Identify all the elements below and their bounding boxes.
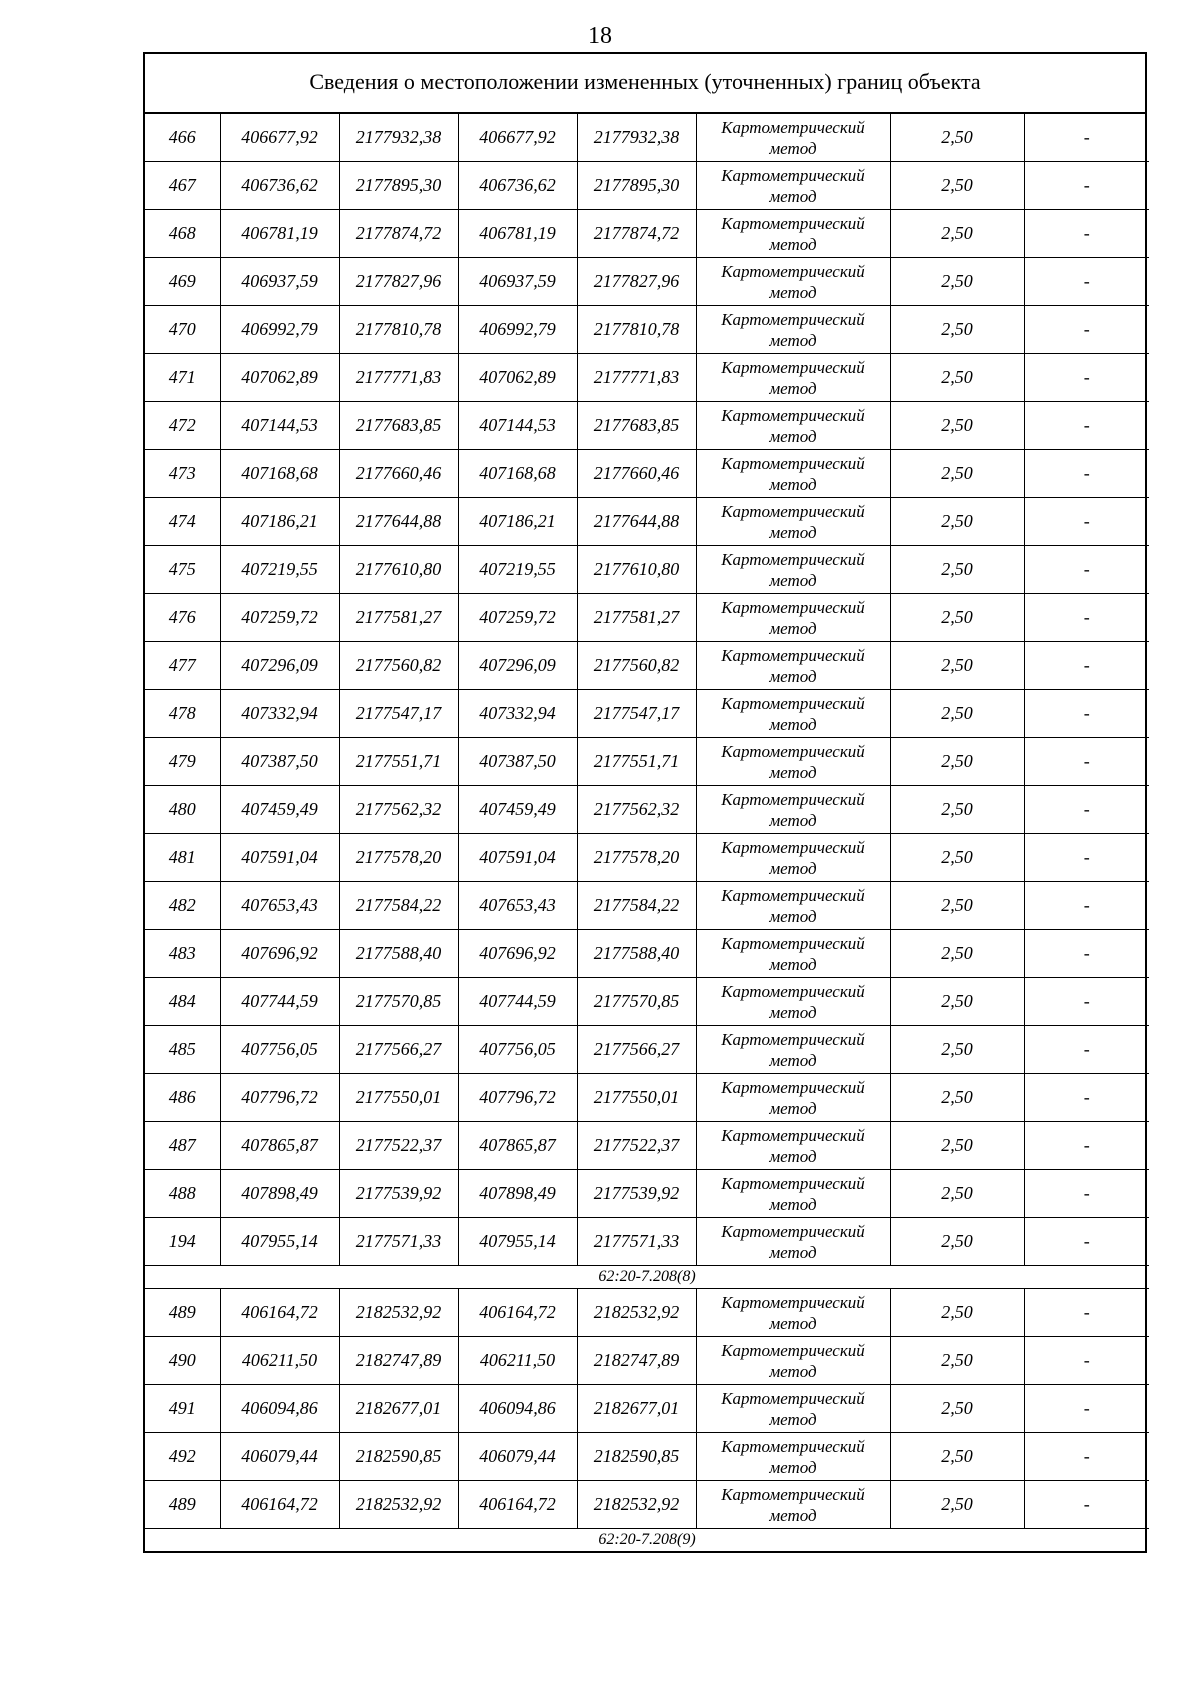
y-new-cell: 2177547,17 (577, 690, 696, 738)
method-cell: Картометрический метод (696, 1218, 890, 1266)
accuracy-cell: 2,50 (890, 450, 1024, 498)
x-old-cell: 406164,72 (220, 1481, 339, 1529)
accuracy-cell: 2,50 (890, 114, 1024, 162)
description-cell: - (1024, 786, 1149, 834)
x-old-cell: 407459,49 (220, 786, 339, 834)
x-old-cell: 407865,87 (220, 1122, 339, 1170)
y-new-cell: 2177683,85 (577, 402, 696, 450)
x-new-cell: 407186,21 (458, 498, 577, 546)
x-new-cell: 407296,09 (458, 642, 577, 690)
method-cell: Картометрический метод (696, 114, 890, 162)
x-old-cell: 407898,49 (220, 1170, 339, 1218)
x-old-cell: 407219,55 (220, 546, 339, 594)
y-old-cell: 2177610,80 (339, 546, 458, 594)
y-old-cell: 2177571,33 (339, 1218, 458, 1266)
x-old-cell: 407591,04 (220, 834, 339, 882)
accuracy-cell: 2,50 (890, 162, 1024, 210)
x-new-cell: 407332,94 (458, 690, 577, 738)
point-number-cell: 474 (145, 498, 220, 546)
description-cell: - (1024, 1337, 1149, 1385)
description-cell: - (1024, 1218, 1149, 1266)
x-old-cell: 406781,19 (220, 210, 339, 258)
x-old-cell: 407259,72 (220, 594, 339, 642)
x-old-cell: 407186,21 (220, 498, 339, 546)
table-body (145, 114, 1149, 1551)
table-heading: Сведения о местоположении измененных (уточненных) границ объекта (145, 54, 1145, 114)
method-cell: Картометрический метод (696, 786, 890, 834)
y-new-cell: 2177571,33 (577, 1218, 696, 1266)
y-old-cell: 2177560,82 (339, 642, 458, 690)
description-cell: - (1024, 738, 1149, 786)
y-old-cell: 2177539,92 (339, 1170, 458, 1218)
x-new-cell: 406164,72 (458, 1481, 577, 1529)
description-cell: - (1024, 450, 1149, 498)
x-old-cell: 406937,59 (220, 258, 339, 306)
x-new-cell: 407219,55 (458, 546, 577, 594)
y-old-cell: 2177932,38 (339, 114, 458, 162)
section-label-row (145, 1266, 1149, 1289)
method-cell: Картометрический метод (696, 1385, 890, 1433)
page-number: 18 (588, 23, 612, 49)
point-number-cell: 477 (145, 642, 220, 690)
accuracy-cell: 2,50 (890, 690, 1024, 738)
x-new-cell: 407062,89 (458, 354, 577, 402)
y-old-cell: 2177562,32 (339, 786, 458, 834)
description-cell: - (1024, 402, 1149, 450)
point-number-cell: 466 (145, 114, 220, 162)
accuracy-cell: 2,50 (890, 1385, 1024, 1433)
method-cell: Картометрический метод (696, 210, 890, 258)
y-old-cell: 2177547,17 (339, 690, 458, 738)
y-new-cell: 2182677,01 (577, 1385, 696, 1433)
x-new-cell: 407459,49 (458, 786, 577, 834)
x-new-cell: 406079,44 (458, 1433, 577, 1481)
y-old-cell: 2177895,30 (339, 162, 458, 210)
x-old-cell: 407955,14 (220, 1218, 339, 1266)
y-old-cell: 2177522,37 (339, 1122, 458, 1170)
method-cell: Картометрический метод (696, 978, 890, 1026)
y-new-cell: 2182532,92 (577, 1289, 696, 1337)
description-cell: - (1024, 354, 1149, 402)
point-number-cell: 483 (145, 930, 220, 978)
y-old-cell: 2177771,83 (339, 354, 458, 402)
accuracy-cell: 2,50 (890, 978, 1024, 1026)
method-cell: Картометрический метод (696, 402, 890, 450)
description-cell: - (1024, 1122, 1149, 1170)
point-number-cell: 468 (145, 210, 220, 258)
description-cell: - (1024, 642, 1149, 690)
x-new-cell: 407168,68 (458, 450, 577, 498)
table-row (145, 258, 1149, 306)
x-new-cell: 406736,62 (458, 162, 577, 210)
y-new-cell: 2177810,78 (577, 306, 696, 354)
point-number-cell: 471 (145, 354, 220, 402)
y-new-cell: 2177566,27 (577, 1026, 696, 1074)
y-new-cell: 2177584,22 (577, 882, 696, 930)
accuracy-cell: 2,50 (890, 1170, 1024, 1218)
table-row (145, 402, 1149, 450)
description-cell: - (1024, 546, 1149, 594)
method-cell: Картометрический метод (696, 1481, 890, 1529)
point-number-cell: 470 (145, 306, 220, 354)
x-new-cell: 406937,59 (458, 258, 577, 306)
x-new-cell: 407696,92 (458, 930, 577, 978)
x-old-cell: 407696,92 (220, 930, 339, 978)
table-row (145, 594, 1149, 642)
method-cell: Картометрический метод (696, 1122, 890, 1170)
x-old-cell: 407062,89 (220, 354, 339, 402)
description-cell: - (1024, 1074, 1149, 1122)
y-old-cell: 2182677,01 (339, 1385, 458, 1433)
point-number-cell: 469 (145, 258, 220, 306)
x-old-cell: 407144,53 (220, 402, 339, 450)
point-number-cell: 488 (145, 1170, 220, 1218)
point-number-cell: 472 (145, 402, 220, 450)
accuracy-cell: 2,50 (890, 1122, 1024, 1170)
y-old-cell: 2177584,22 (339, 882, 458, 930)
method-cell: Картометрический метод (696, 498, 890, 546)
accuracy-cell: 2,50 (890, 594, 1024, 642)
point-number-cell: 486 (145, 1074, 220, 1122)
description-cell: - (1024, 1026, 1149, 1074)
y-new-cell: 2177578,20 (577, 834, 696, 882)
table-row (145, 498, 1149, 546)
table-row (145, 1170, 1149, 1218)
x-new-cell: 406211,50 (458, 1337, 577, 1385)
accuracy-cell: 2,50 (890, 258, 1024, 306)
accuracy-cell: 2,50 (890, 1074, 1024, 1122)
coordinates-table (145, 114, 1149, 1551)
description-cell: - (1024, 210, 1149, 258)
table-row (145, 1074, 1149, 1122)
y-old-cell: 2177683,85 (339, 402, 458, 450)
y-new-cell: 2177562,32 (577, 786, 696, 834)
table-row (145, 1122, 1149, 1170)
table-row (145, 1481, 1149, 1529)
method-cell: Картометрический метод (696, 258, 890, 306)
point-number-cell: 481 (145, 834, 220, 882)
y-old-cell: 2182590,85 (339, 1433, 458, 1481)
x-new-cell: 407144,53 (458, 402, 577, 450)
table-row (145, 162, 1149, 210)
accuracy-cell: 2,50 (890, 786, 1024, 834)
y-old-cell: 2177581,27 (339, 594, 458, 642)
x-new-cell: 407259,72 (458, 594, 577, 642)
method-cell: Картометрический метод (696, 1170, 890, 1218)
accuracy-cell: 2,50 (890, 1481, 1024, 1529)
accuracy-cell: 2,50 (890, 882, 1024, 930)
y-old-cell: 2182532,92 (339, 1289, 458, 1337)
y-old-cell: 2177578,20 (339, 834, 458, 882)
table-row (145, 978, 1149, 1026)
y-old-cell: 2182532,92 (339, 1481, 458, 1529)
method-cell: Картометрический метод (696, 594, 890, 642)
y-new-cell: 2177660,46 (577, 450, 696, 498)
point-number-cell: 492 (145, 1433, 220, 1481)
method-cell: Картометрический метод (696, 930, 890, 978)
method-cell: Картометрический метод (696, 1074, 890, 1122)
table-row (145, 690, 1149, 738)
description-cell: - (1024, 162, 1149, 210)
method-cell: Картометрический метод (696, 642, 890, 690)
y-new-cell: 2177570,85 (577, 978, 696, 1026)
method-cell: Картометрический метод (696, 1289, 890, 1337)
accuracy-cell: 2,50 (890, 354, 1024, 402)
x-old-cell: 407756,05 (220, 1026, 339, 1074)
x-old-cell: 407332,94 (220, 690, 339, 738)
description-cell: - (1024, 114, 1149, 162)
table-row (145, 1218, 1149, 1266)
accuracy-cell: 2,50 (890, 930, 1024, 978)
point-number-cell: 479 (145, 738, 220, 786)
table-row (145, 114, 1149, 162)
description-cell: - (1024, 690, 1149, 738)
table-row (145, 1026, 1149, 1074)
x-new-cell: 407898,49 (458, 1170, 577, 1218)
point-number-cell: 485 (145, 1026, 220, 1074)
method-cell: Картометрический метод (696, 306, 890, 354)
x-old-cell: 406736,62 (220, 162, 339, 210)
description-cell: - (1024, 930, 1149, 978)
x-old-cell: 407387,50 (220, 738, 339, 786)
accuracy-cell: 2,50 (890, 1026, 1024, 1074)
point-number-cell: 489 (145, 1289, 220, 1337)
y-new-cell: 2182532,92 (577, 1481, 696, 1529)
x-new-cell: 407955,14 (458, 1218, 577, 1266)
table-row (145, 1289, 1149, 1337)
y-new-cell: 2177895,30 (577, 162, 696, 210)
point-number-cell: 489 (145, 1481, 220, 1529)
x-new-cell: 406781,19 (458, 210, 577, 258)
y-new-cell: 2177771,83 (577, 354, 696, 402)
table-row (145, 786, 1149, 834)
table-row (145, 1433, 1149, 1481)
x-new-cell: 407756,05 (458, 1026, 577, 1074)
table-row (145, 1385, 1149, 1433)
x-new-cell: 406992,79 (458, 306, 577, 354)
method-cell: Картометрический метод (696, 882, 890, 930)
table-row (145, 738, 1149, 786)
x-new-cell: 406677,92 (458, 114, 577, 162)
description-cell: - (1024, 1170, 1149, 1218)
x-new-cell: 407744,59 (458, 978, 577, 1026)
y-new-cell: 2177610,80 (577, 546, 696, 594)
y-new-cell: 2177560,82 (577, 642, 696, 690)
accuracy-cell: 2,50 (890, 498, 1024, 546)
table-row (145, 834, 1149, 882)
point-number-cell: 490 (145, 1337, 220, 1385)
method-cell: Картометрический метод (696, 690, 890, 738)
y-new-cell: 2177551,71 (577, 738, 696, 786)
description-cell: - (1024, 258, 1149, 306)
accuracy-cell: 2,50 (890, 402, 1024, 450)
cadastral-section-label: 62:20-7.208(9) (145, 1529, 1149, 1552)
accuracy-cell: 2,50 (890, 642, 1024, 690)
y-new-cell: 2177827,96 (577, 258, 696, 306)
y-old-cell: 2177566,27 (339, 1026, 458, 1074)
accuracy-cell: 2,50 (890, 738, 1024, 786)
y-old-cell: 2177551,71 (339, 738, 458, 786)
description-cell: - (1024, 1481, 1149, 1529)
y-new-cell: 2177550,01 (577, 1074, 696, 1122)
y-old-cell: 2177660,46 (339, 450, 458, 498)
table-row (145, 1337, 1149, 1385)
description-cell: - (1024, 498, 1149, 546)
table-row (145, 450, 1149, 498)
point-number-cell: 487 (145, 1122, 220, 1170)
method-cell: Картометрический метод (696, 546, 890, 594)
y-old-cell: 2177570,85 (339, 978, 458, 1026)
x-new-cell: 407591,04 (458, 834, 577, 882)
y-old-cell: 2177827,96 (339, 258, 458, 306)
table-row (145, 354, 1149, 402)
x-new-cell: 407865,87 (458, 1122, 577, 1170)
table-row (145, 882, 1149, 930)
method-cell: Картометрический метод (696, 354, 890, 402)
y-new-cell: 2177644,88 (577, 498, 696, 546)
y-new-cell: 2177874,72 (577, 210, 696, 258)
x-old-cell: 406094,86 (220, 1385, 339, 1433)
y-new-cell: 2177539,92 (577, 1170, 696, 1218)
description-cell: - (1024, 834, 1149, 882)
method-cell: Картометрический метод (696, 834, 890, 882)
x-old-cell: 406211,50 (220, 1337, 339, 1385)
x-new-cell: 407796,72 (458, 1074, 577, 1122)
x-old-cell: 407168,68 (220, 450, 339, 498)
accuracy-cell: 2,50 (890, 834, 1024, 882)
point-number-cell: 476 (145, 594, 220, 642)
accuracy-cell: 2,50 (890, 1218, 1024, 1266)
x-old-cell: 407744,59 (220, 978, 339, 1026)
method-cell: Картометрический метод (696, 162, 890, 210)
y-new-cell: 2177522,37 (577, 1122, 696, 1170)
table-row (145, 642, 1149, 690)
point-number-cell: 473 (145, 450, 220, 498)
accuracy-cell: 2,50 (890, 1289, 1024, 1337)
point-number-cell: 194 (145, 1218, 220, 1266)
table-row (145, 306, 1149, 354)
description-cell: - (1024, 1289, 1149, 1337)
point-number-cell: 484 (145, 978, 220, 1026)
x-old-cell: 406079,44 (220, 1433, 339, 1481)
accuracy-cell: 2,50 (890, 210, 1024, 258)
y-new-cell: 2177932,38 (577, 114, 696, 162)
point-number-cell: 482 (145, 882, 220, 930)
description-cell: - (1024, 1385, 1149, 1433)
x-old-cell: 406992,79 (220, 306, 339, 354)
section-label-row (145, 1529, 1149, 1552)
y-new-cell: 2182747,89 (577, 1337, 696, 1385)
y-old-cell: 2177644,88 (339, 498, 458, 546)
point-number-cell: 480 (145, 786, 220, 834)
y-new-cell: 2177581,27 (577, 594, 696, 642)
method-cell: Картометрический метод (696, 1337, 890, 1385)
table-row (145, 210, 1149, 258)
description-cell: - (1024, 594, 1149, 642)
accuracy-cell: 2,50 (890, 546, 1024, 594)
x-old-cell: 407296,09 (220, 642, 339, 690)
y-old-cell: 2177810,78 (339, 306, 458, 354)
x-new-cell: 407387,50 (458, 738, 577, 786)
x-old-cell: 406164,72 (220, 1289, 339, 1337)
accuracy-cell: 2,50 (890, 1433, 1024, 1481)
y-old-cell: 2177550,01 (339, 1074, 458, 1122)
x-old-cell: 407796,72 (220, 1074, 339, 1122)
x-old-cell: 406677,92 (220, 114, 339, 162)
table-row (145, 930, 1149, 978)
y-old-cell: 2177588,40 (339, 930, 458, 978)
coordinates-table-frame (143, 52, 1147, 1553)
y-new-cell: 2182590,85 (577, 1433, 696, 1481)
point-number-cell: 491 (145, 1385, 220, 1433)
method-cell: Картометрический метод (696, 450, 890, 498)
accuracy-cell: 2,50 (890, 306, 1024, 354)
method-cell: Картометрический метод (696, 1026, 890, 1074)
y-old-cell: 2182747,89 (339, 1337, 458, 1385)
description-cell: - (1024, 1433, 1149, 1481)
accuracy-cell: 2,50 (890, 1337, 1024, 1385)
x-new-cell: 406094,86 (458, 1385, 577, 1433)
description-cell: - (1024, 882, 1149, 930)
table-row (145, 546, 1149, 594)
cadastral-section-label: 62:20-7.208(8) (145, 1266, 1149, 1289)
description-cell: - (1024, 978, 1149, 1026)
x-new-cell: 407653,43 (458, 882, 577, 930)
y-new-cell: 2177588,40 (577, 930, 696, 978)
point-number-cell: 467 (145, 162, 220, 210)
point-number-cell: 478 (145, 690, 220, 738)
method-cell: Картометрический метод (696, 1433, 890, 1481)
point-number-cell: 475 (145, 546, 220, 594)
y-old-cell: 2177874,72 (339, 210, 458, 258)
description-cell: - (1024, 306, 1149, 354)
x-new-cell: 406164,72 (458, 1289, 577, 1337)
x-old-cell: 407653,43 (220, 882, 339, 930)
method-cell: Картометрический метод (696, 738, 890, 786)
